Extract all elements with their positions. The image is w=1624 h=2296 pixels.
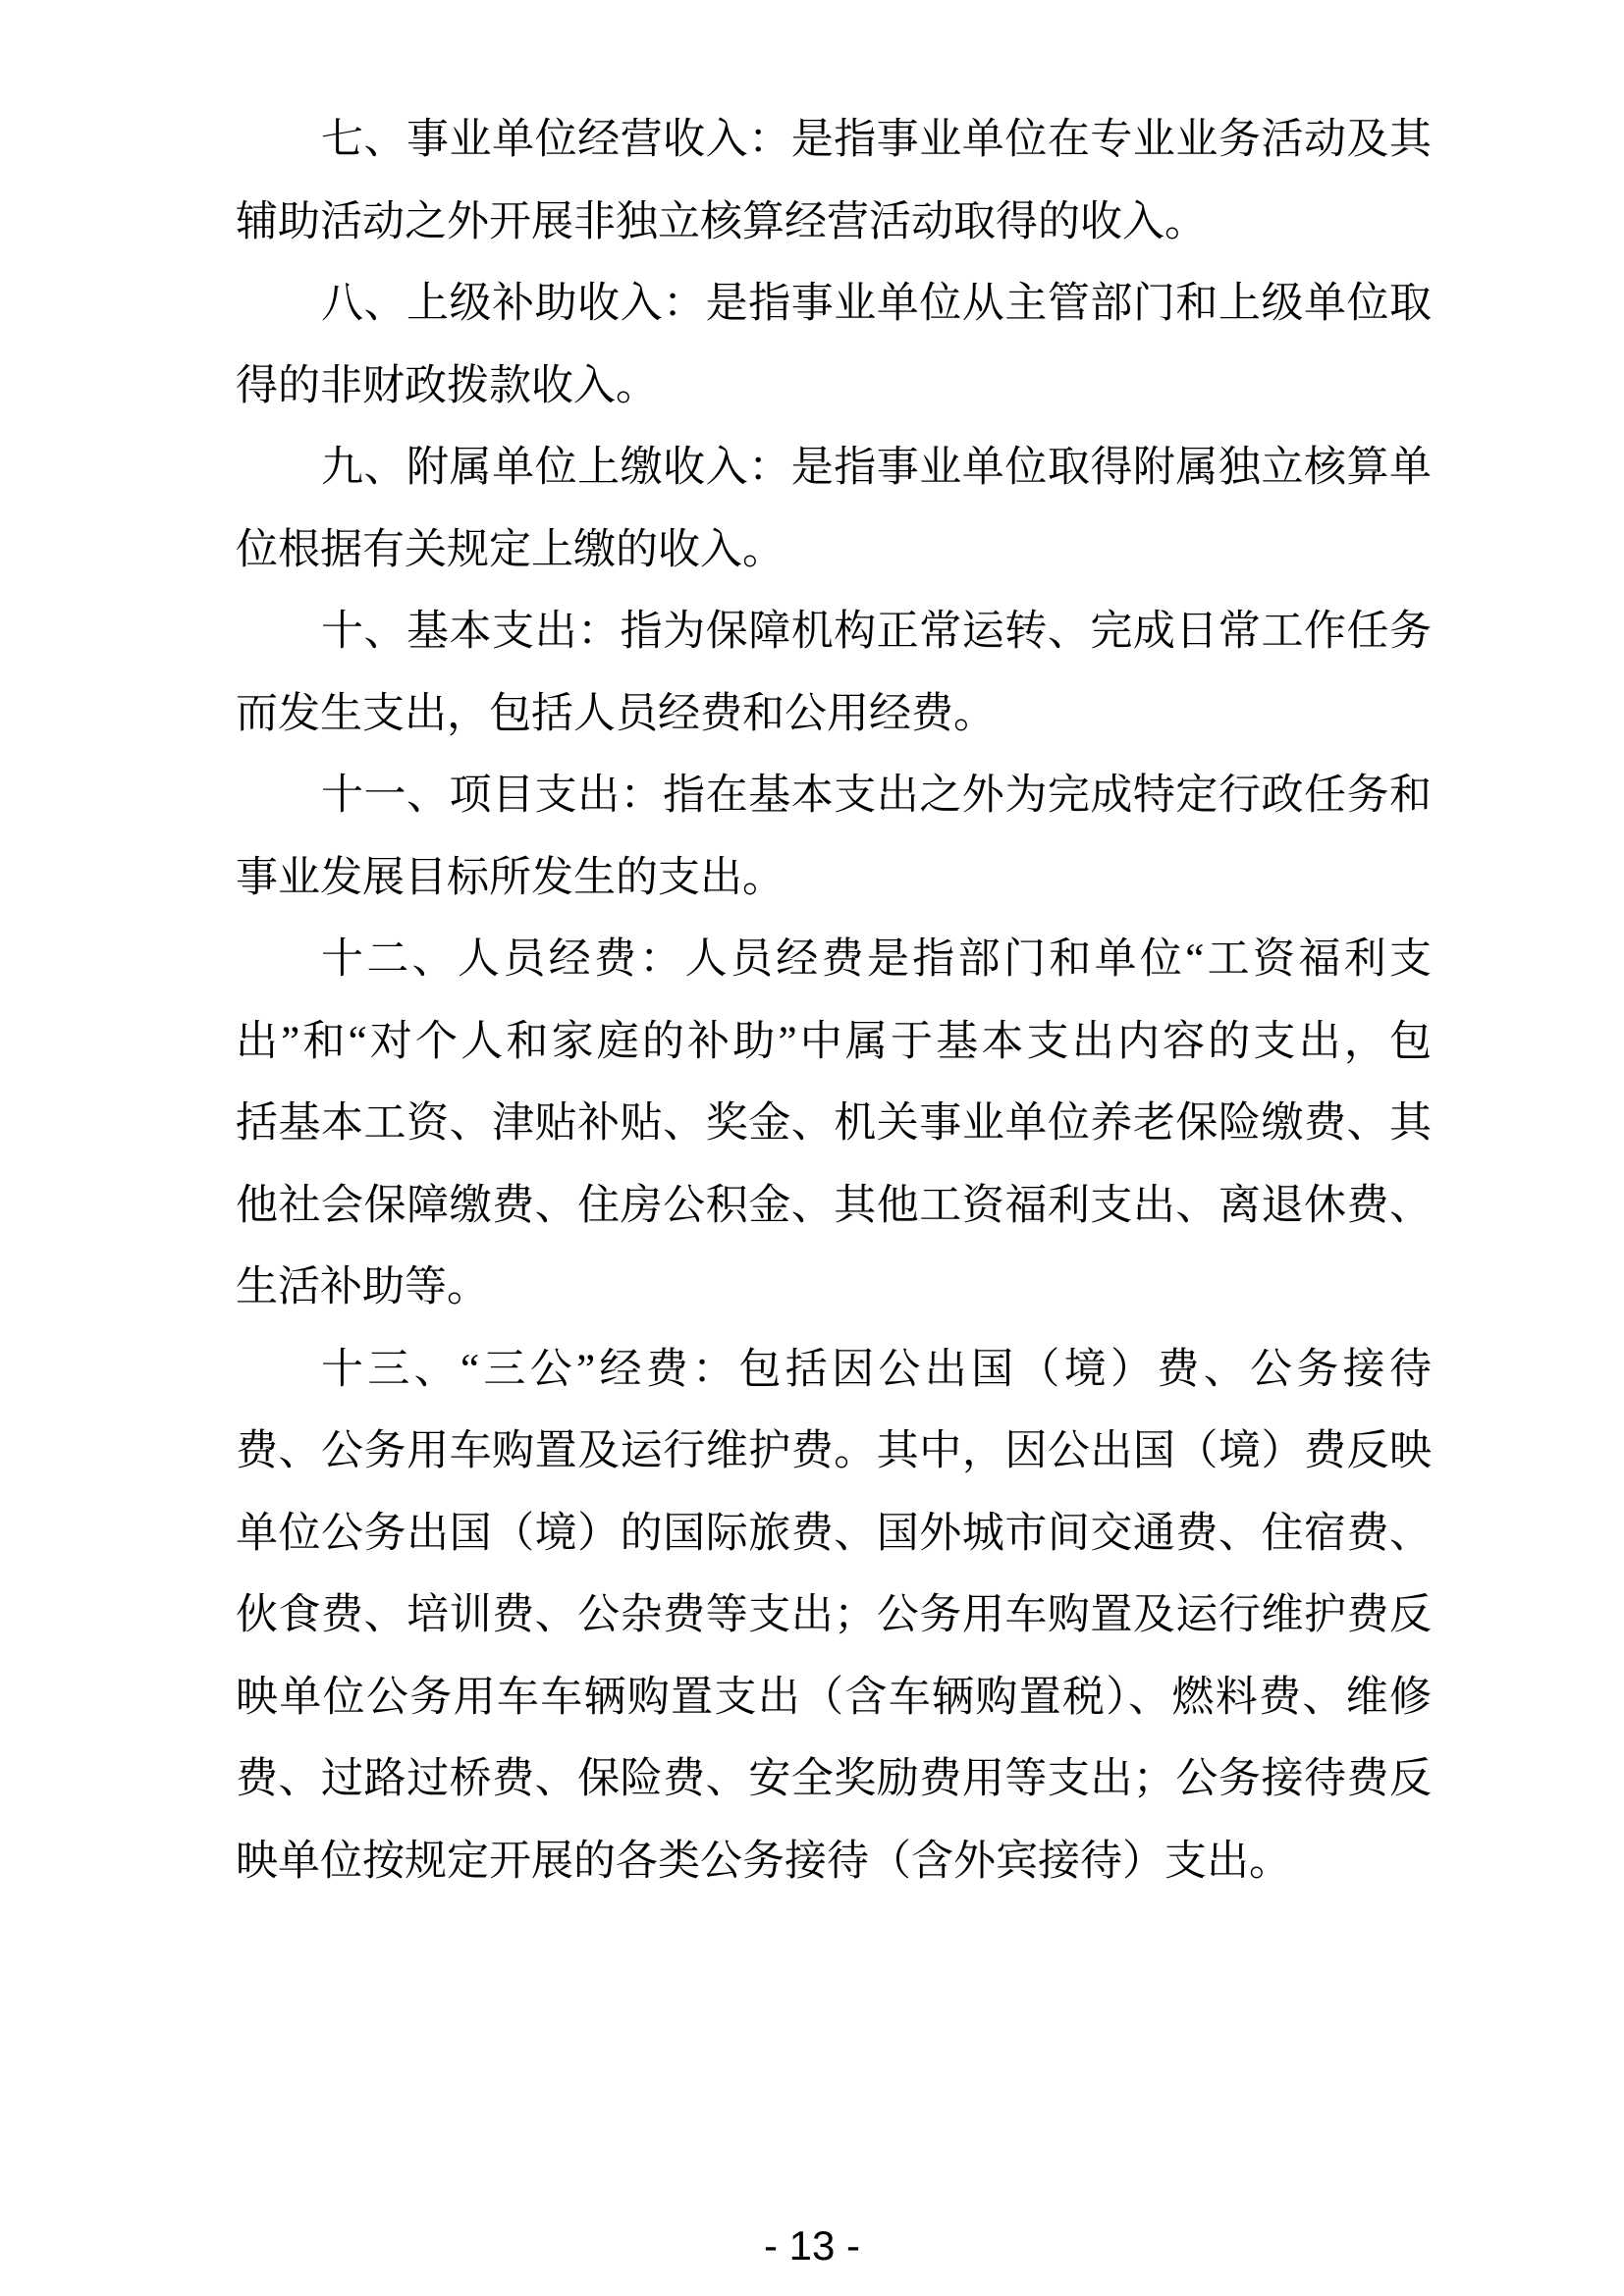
text-line: 位根据有关规定上缴的收入。 <box>236 526 785 573</box>
text-line: 十二、人员经费：人员经费是指部门和单位“工资福利支 <box>321 936 1432 983</box>
text-line: 十三、“三公”经费：包括因公出国（境）费、公务接待 <box>321 1346 1432 1393</box>
text-line: 单位公务出国（境）的国际旅费、国外城市间交通费、住宿费、 <box>236 1510 1432 1557</box>
text-line: 生活补助等。 <box>236 1264 489 1310</box>
text-line: 十一、项目支出：指在基本支出之外为完成特定行政任务和 <box>321 773 1432 819</box>
text-line: 出”和“对个人和家庭的补助”中属于基本支出内容的支出，包 <box>236 1018 1432 1065</box>
text-line: 括基本工资、津贴补贴、奖金、机关事业单位养老保险缴费、其 <box>236 1100 1432 1147</box>
text-line: 费、公务用车购置及运行维护费。其中，因公出国（境）费反映 <box>236 1428 1432 1474</box>
text-line: 而发生支出，包括人员经费和公用经费。 <box>236 690 996 737</box>
text-line: 十、基本支出：指为保障机构正常运转、完成日常工作任务 <box>321 609 1432 655</box>
text-line: 映单位按规定开展的各类公务接待（含外宾接待）支出。 <box>236 1838 1291 1885</box>
text-line: 他社会保障缴费、住房公积金、其他工资福利支出、离退休费、 <box>236 1182 1432 1229</box>
text-line: 七、事业单位经营收入：是指事业单位在专业业务活动及其 <box>321 117 1432 163</box>
text-line: 伙食费、培训费、公杂费等支出；公务用车购置及运行维护费反 <box>236 1592 1432 1638</box>
text-line: 辅助活动之外开展非独立核算经营活动取得的收入。 <box>236 198 1207 245</box>
text-line: 九、附属单位上缴收入：是指事业单位取得附属独立核算单 <box>321 445 1432 491</box>
text-line: 映单位公务用车车辆购置支出（含车辆购置税）、燃料费、维修 <box>236 1674 1432 1721</box>
text-line: 费、过路过桥费、保险费、安全奖励费用等支出；公务接待费反 <box>236 1756 1432 1802</box>
text-line: 八、上级补助收入：是指事业单位从主管部门和上级单位取 <box>321 281 1432 327</box>
text-line: 事业发展目标所发生的支出。 <box>236 854 785 901</box>
text-block <box>236 99 1432 1902</box>
text-line: 得的非财政拨款收入。 <box>236 362 658 409</box>
page-number: - 13 - <box>763 2222 861 2269</box>
